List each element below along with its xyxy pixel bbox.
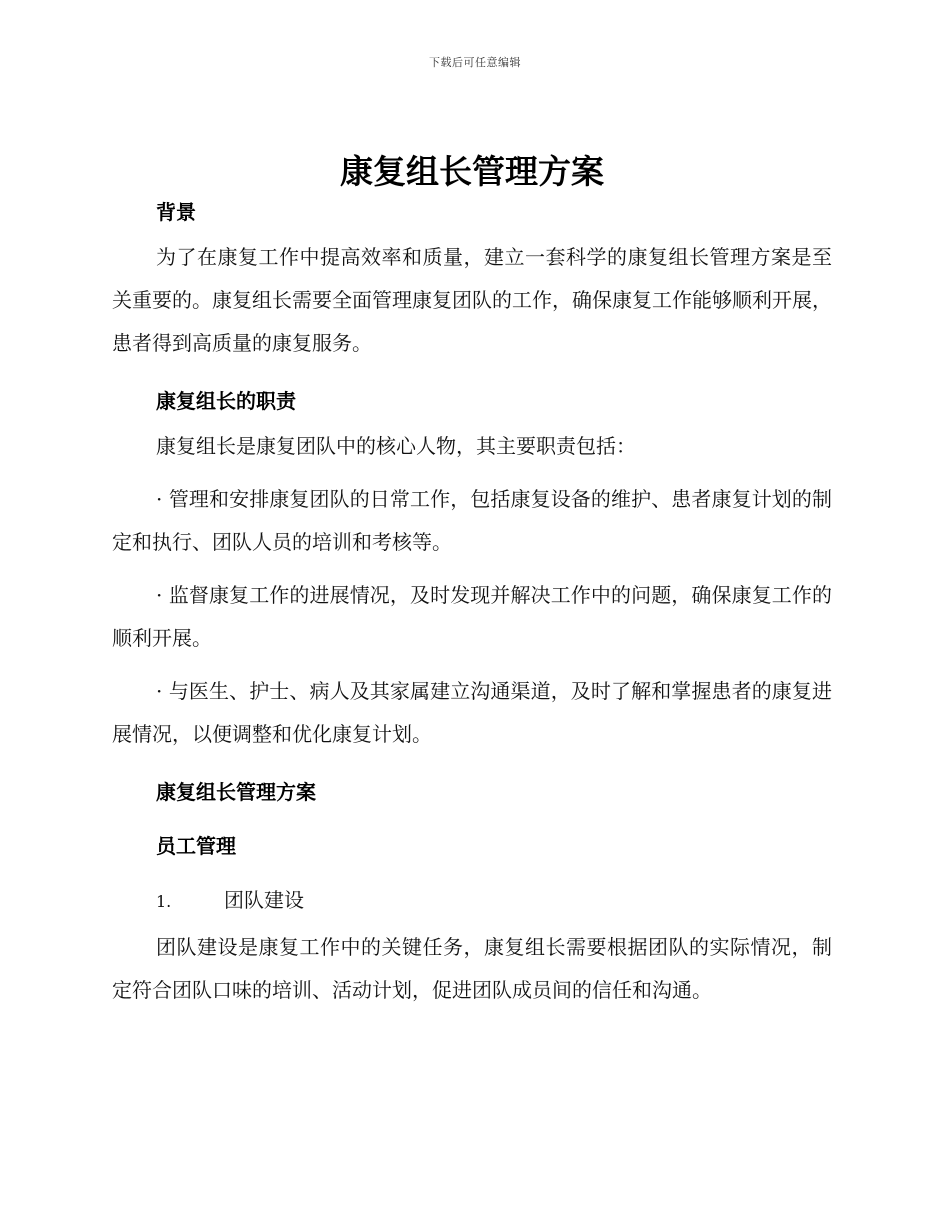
heading-plan: 康复组长管理方案 xyxy=(156,780,316,804)
duty-item: · 与医生、护士、病人及其家属建立沟通渠道，及时了解和掌握患者的康复进展情况，以便调整和优化康复计划。 xyxy=(112,679,832,746)
paragraph-background: 为了在康复工作中提高效率和质量，建立一套科学的康复组长管理方案是至关重要的。康复组长需要全面管理康复团队的工作，确保康复工作能够顺利开展，患者得到高质量的康复服务。 xyxy=(112,245,832,355)
heading-staff: 员工管理 xyxy=(156,834,236,858)
heading-background: 背景 xyxy=(156,200,196,224)
item-title: 团队建设 xyxy=(224,888,304,912)
document-body xyxy=(112,150,832,1012)
numbered-item-team-building xyxy=(112,886,832,916)
paragraph-duties-intro: 康复组长是康复团队中的核心人物，其主要职责包括： xyxy=(156,434,636,458)
duty-item: · 监督康复工作的进展情况，及时发现并解决工作中的问题，确保康复工作的顺利开展。 xyxy=(112,583,832,650)
paragraph-team-building: 团队建设是康复工作中的关键任务，康复组长需要根据团队的实际情况，制定符合团队口味的培训、活动计划，促进团队成员间的信任和沟通。 xyxy=(112,935,832,1002)
header-note: 下载后可任意编辑 xyxy=(429,56,521,69)
heading-duties: 康复组长的职责 xyxy=(156,389,296,413)
duty-item: · 管理和安排康复团队的日常工作，包括康复设备的维护、患者康复计划的制定和执行、团队人员的培训和考核等。 xyxy=(112,487,832,554)
document-title: 康复组长管理方案 xyxy=(340,152,604,191)
item-number: 1. xyxy=(156,892,172,911)
